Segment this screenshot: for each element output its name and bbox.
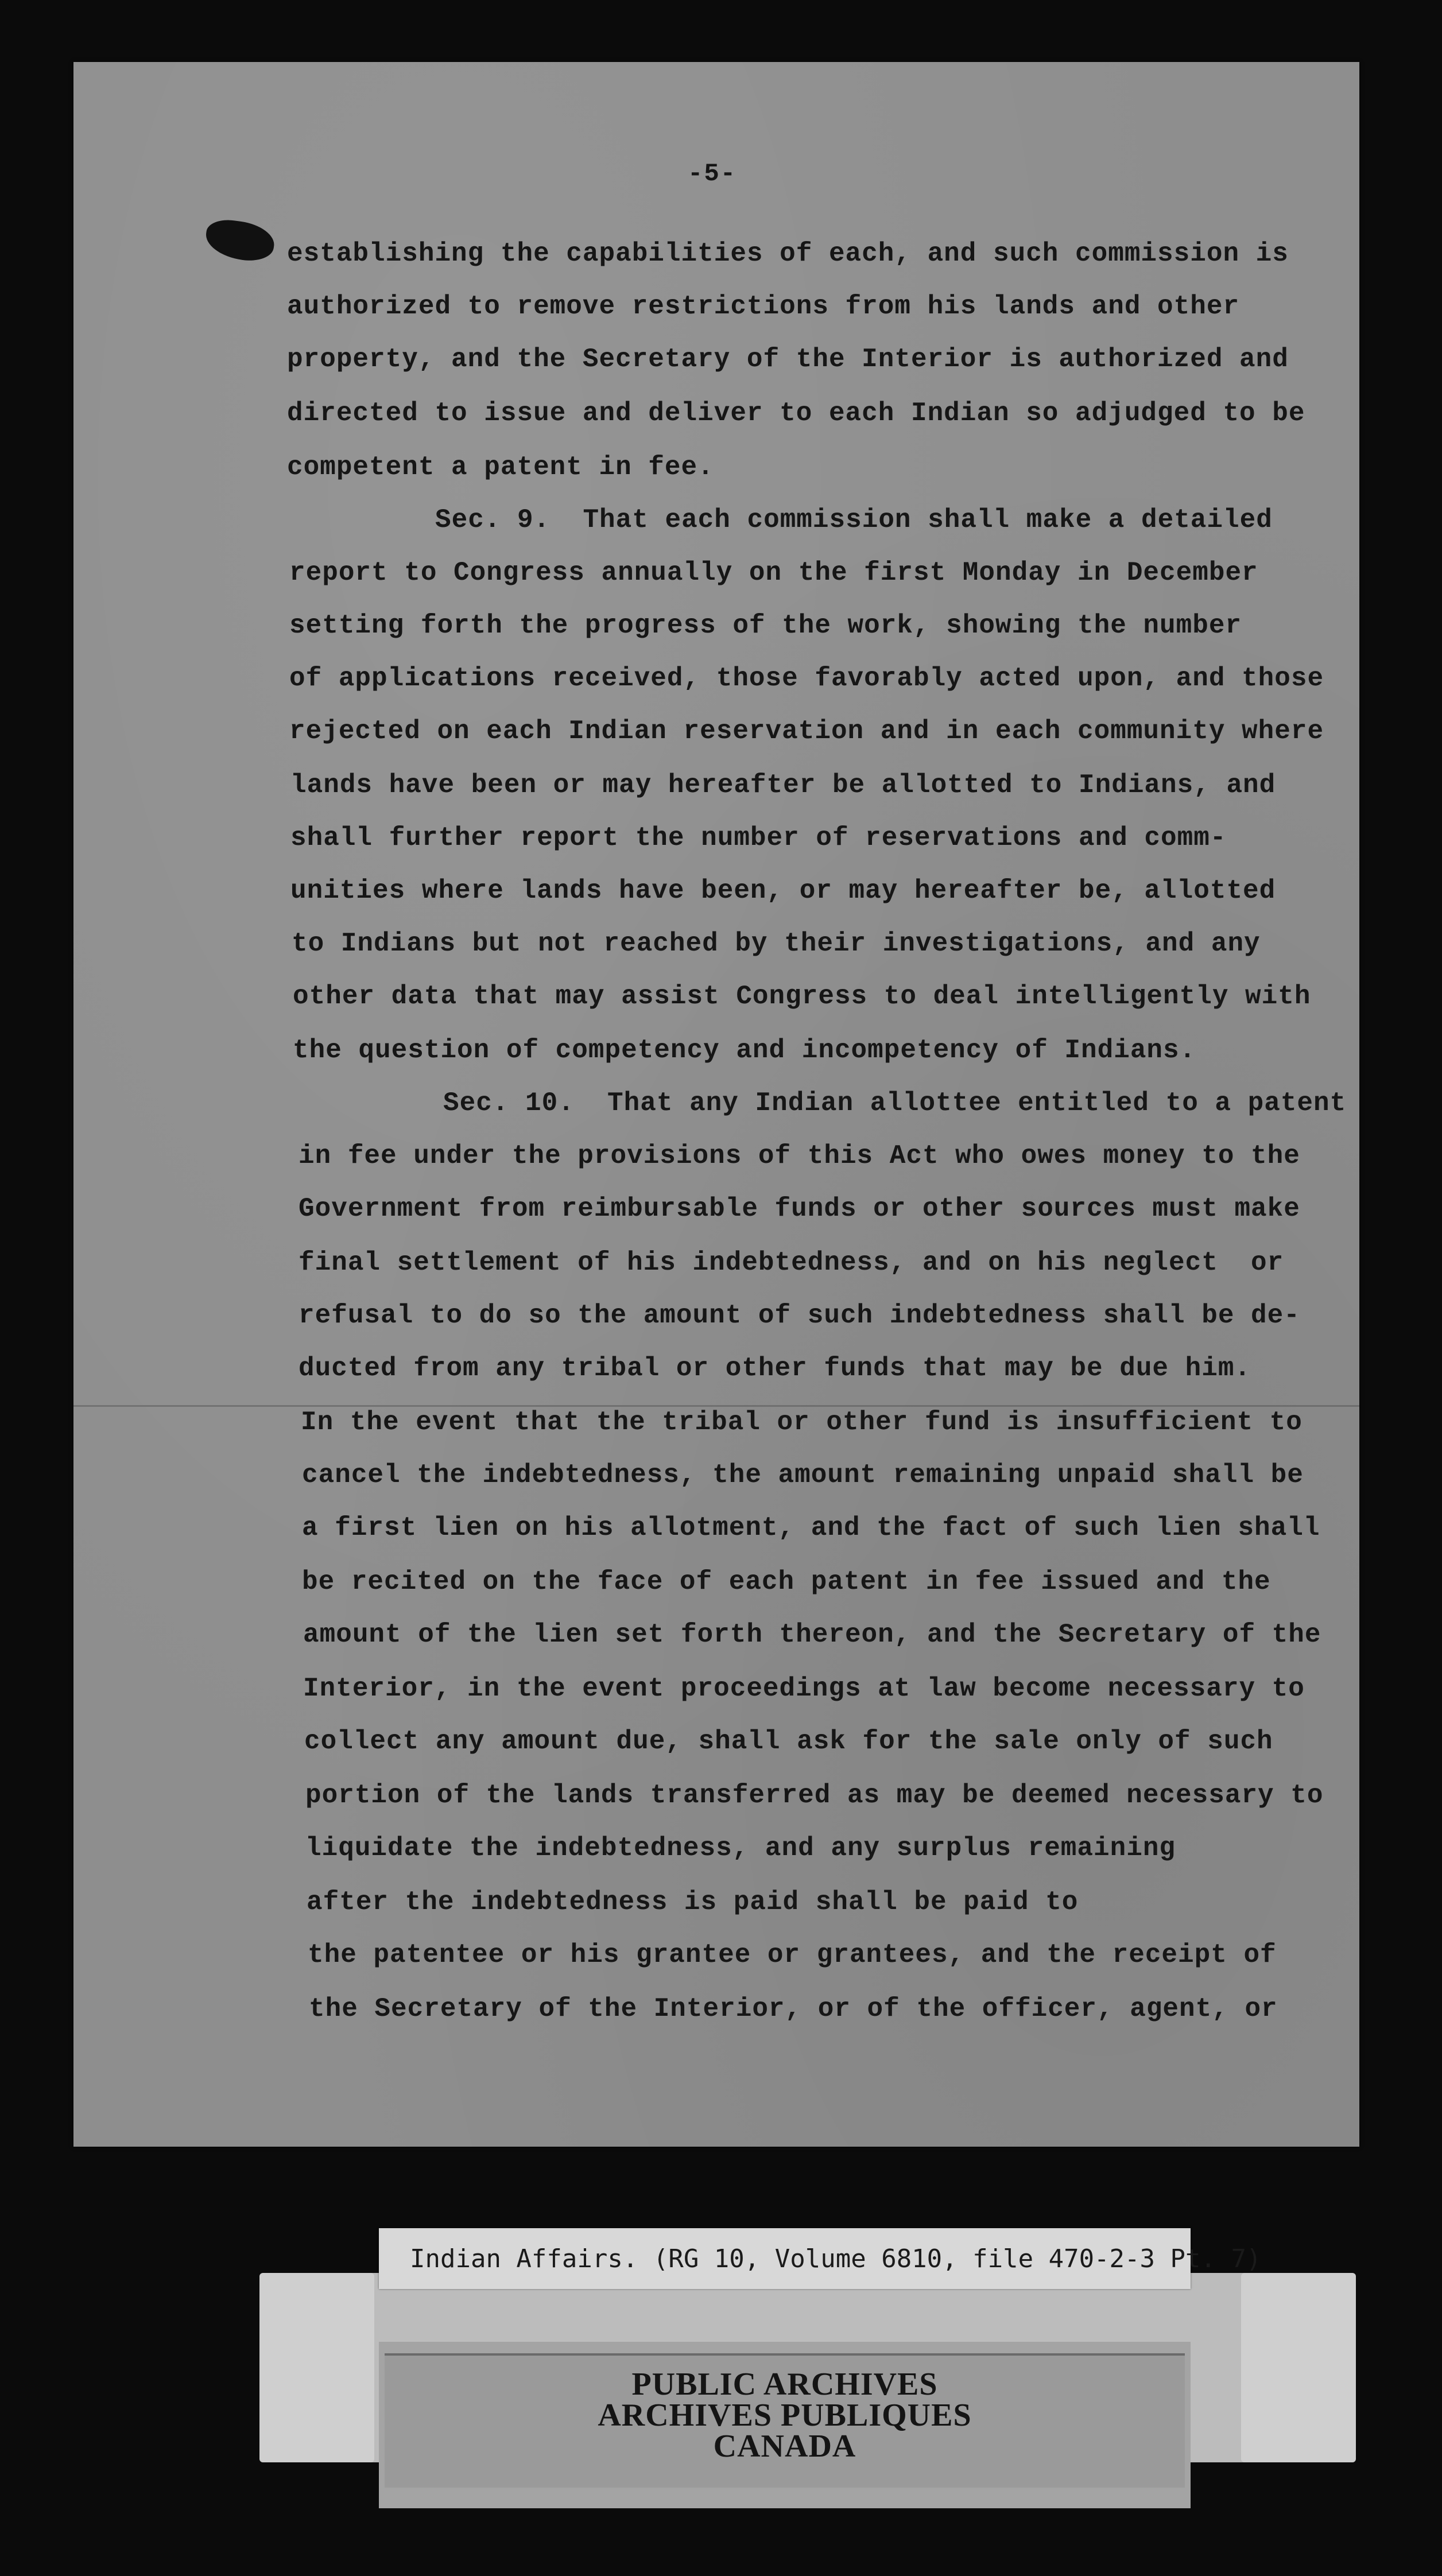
- text-line: directed to issue and deliver to each Indian so adjudged to be: [287, 398, 1305, 428]
- text-line: the Secretary of the Interior, or of the officer, agent, or: [309, 1994, 1278, 2024]
- text-line: report to Congress annually on the first Monday in December: [289, 558, 1258, 588]
- archive-stamp-line-1: PUBLIC ARCHIVES: [631, 2366, 938, 2402]
- text-line: setting forth the progress of the work, showing the number: [289, 611, 1242, 641]
- text-line: amount of the lien set forth thereon, and the Secretary of the: [303, 1620, 1321, 1650]
- text-line: after the indebtedness is paid shall be paid to: [307, 1887, 1079, 1917]
- text-line: other data that may assist Congress to deal intelligently with: [293, 981, 1311, 1011]
- text-line: Government from reimbursable funds or other sources must make: [299, 1194, 1300, 1224]
- text-line: in fee under the provisions of this Act who owes money to the: [299, 1141, 1300, 1171]
- text-line: ducted from any tribal or other funds that may be due him.: [299, 1353, 1251, 1383]
- text-line: lands have been or may hereafter be allotted to Indians, and: [290, 770, 1276, 800]
- typed-text-body: [73, 62, 1359, 2147]
- text-line: competent a patent in fee.: [287, 452, 714, 482]
- text-line: of applications received, those favorably acted upon, and those: [289, 664, 1324, 693]
- archive-stamp-line-2: ARCHIVES PUBLIQUES: [598, 2397, 972, 2433]
- text-line: establishing the capabilities of each, and such commission is: [287, 239, 1289, 269]
- holder-left-clip: [259, 2273, 374, 2462]
- text-line: to Indians but not reached by their investigations, and any: [292, 929, 1261, 959]
- text-line: be recited on the face of each patent in fee issued and the: [302, 1567, 1271, 1597]
- text-line: authorized to remove restrictions from his lands and other: [287, 292, 1240, 321]
- text-line: rejected on each Indian reservation and in each community where: [289, 716, 1324, 746]
- section-heading-line: Sec. 10. That any Indian allottee entitled to a patent: [443, 1088, 1347, 1118]
- holder-right-clip: [1241, 2273, 1356, 2462]
- text-line: collect any amount due, shall ask for the sale only of such: [304, 1727, 1273, 1756]
- section-heading-line: Sec. 9. That each commission shall make a detailed: [435, 505, 1273, 535]
- text-line: shall further report the number of reservations and comm-: [290, 823, 1227, 853]
- archive-stamp-card: [379, 2342, 1191, 2508]
- text-line: portion of the lands transferred as may be deemed necessary to: [305, 1780, 1324, 1810]
- text-line: In the event that the tribal or other fund is insufficient to: [301, 1407, 1303, 1437]
- text-line: Interior, in the event proceedings at law become necessary to: [303, 1674, 1305, 1704]
- text-line: property, and the Secretary of the Interior is authorized and: [287, 344, 1289, 374]
- reference-label-text: Indian Affairs. (RG 10, Volume 6810, file 470-2-3 Pt. 7): [410, 2244, 1262, 2274]
- text-line: final settlement of his indebtedness, and on his neglect or: [299, 1248, 1284, 1278]
- text-line: liquidate the indebtedness, and any surplus remaining: [305, 1833, 1176, 1863]
- text-line: the patentee or his grantee or grantees, and the receipt of: [308, 1940, 1277, 1970]
- archive-stamp-line-3: CANADA: [713, 2428, 856, 2464]
- text-line: unities where lands have been, or may hereafter be, allotted: [290, 876, 1276, 906]
- document-page: [73, 62, 1359, 2147]
- text-line: a first lien on his allotment, and the fact of such lien shall: [302, 1513, 1320, 1543]
- text-line: cancel the indebtedness, the amount remaining unpaid shall be: [302, 1460, 1304, 1490]
- text-line: refusal to do so the amount of such indebtedness shall be de-: [299, 1301, 1300, 1330]
- reference-label: [379, 2228, 1262, 2289]
- page-number: -5-: [688, 160, 737, 188]
- text-line: the question of competency and incompetency of Indians.: [293, 1035, 1196, 1065]
